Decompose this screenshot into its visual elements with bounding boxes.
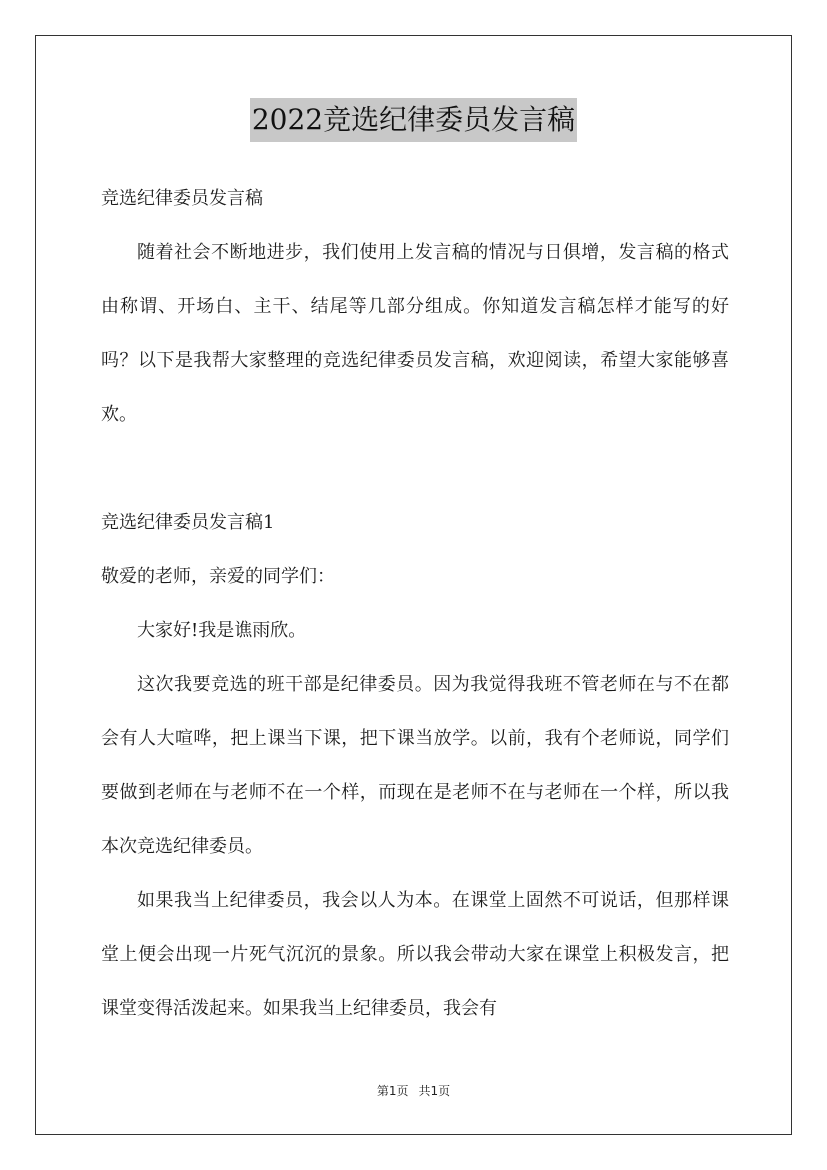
section-heading: 竞选纪律委员发言稿1 bbox=[101, 512, 275, 533]
body-paragraph-greeting: 大家好!我是谯雨欣。 bbox=[137, 620, 307, 641]
title-container bbox=[0, 98, 827, 142]
document-title: 2022竞选纪律委员发言稿 bbox=[250, 98, 577, 142]
salutation: 敬爱的老师，亲爱的同学们： bbox=[101, 566, 335, 587]
page-total: 共1页 bbox=[418, 1084, 451, 1098]
body-paragraph-reason: 这次我要竞选的班干部是纪律委员。因为我觉得我班不管老师在与不在都会有人大喧哗，把上课当下课，把下课当放学。以前，我有个老师说，同学们要做到老师在与老师不在一个样，而现在是老师不在与老师在一个样，所以我本次竞选纪律委员。 bbox=[101, 674, 729, 857]
page-number: 第1页 bbox=[376, 1084, 409, 1098]
body-paragraph-plan: 如果我当上纪律委员，我会以人为本。在课堂上固然不可说话，但那样课堂上便会出现一片死气沉沉的景象。所以我会带动大家在课堂上积极发言，把课堂变得活泼起来。如果我当上纪律委员，我会有 bbox=[101, 890, 729, 1019]
page-footer bbox=[0, 1082, 827, 1099]
document-body bbox=[101, 172, 729, 1036]
document-subtitle: 竞选纪律委员发言稿 bbox=[101, 188, 263, 209]
intro-paragraph: 随着社会不断地进步，我们使用上发言稿的情况与日俱增，发言稿的格式由称谓、开场白、主干、结尾等几部分组成。你知道发言稿怎样才能写的好吗？以下是我帮大家整理的竞选纪律委员发言稿，欢迎阅读，希望大家能够喜欢。 bbox=[101, 242, 729, 425]
